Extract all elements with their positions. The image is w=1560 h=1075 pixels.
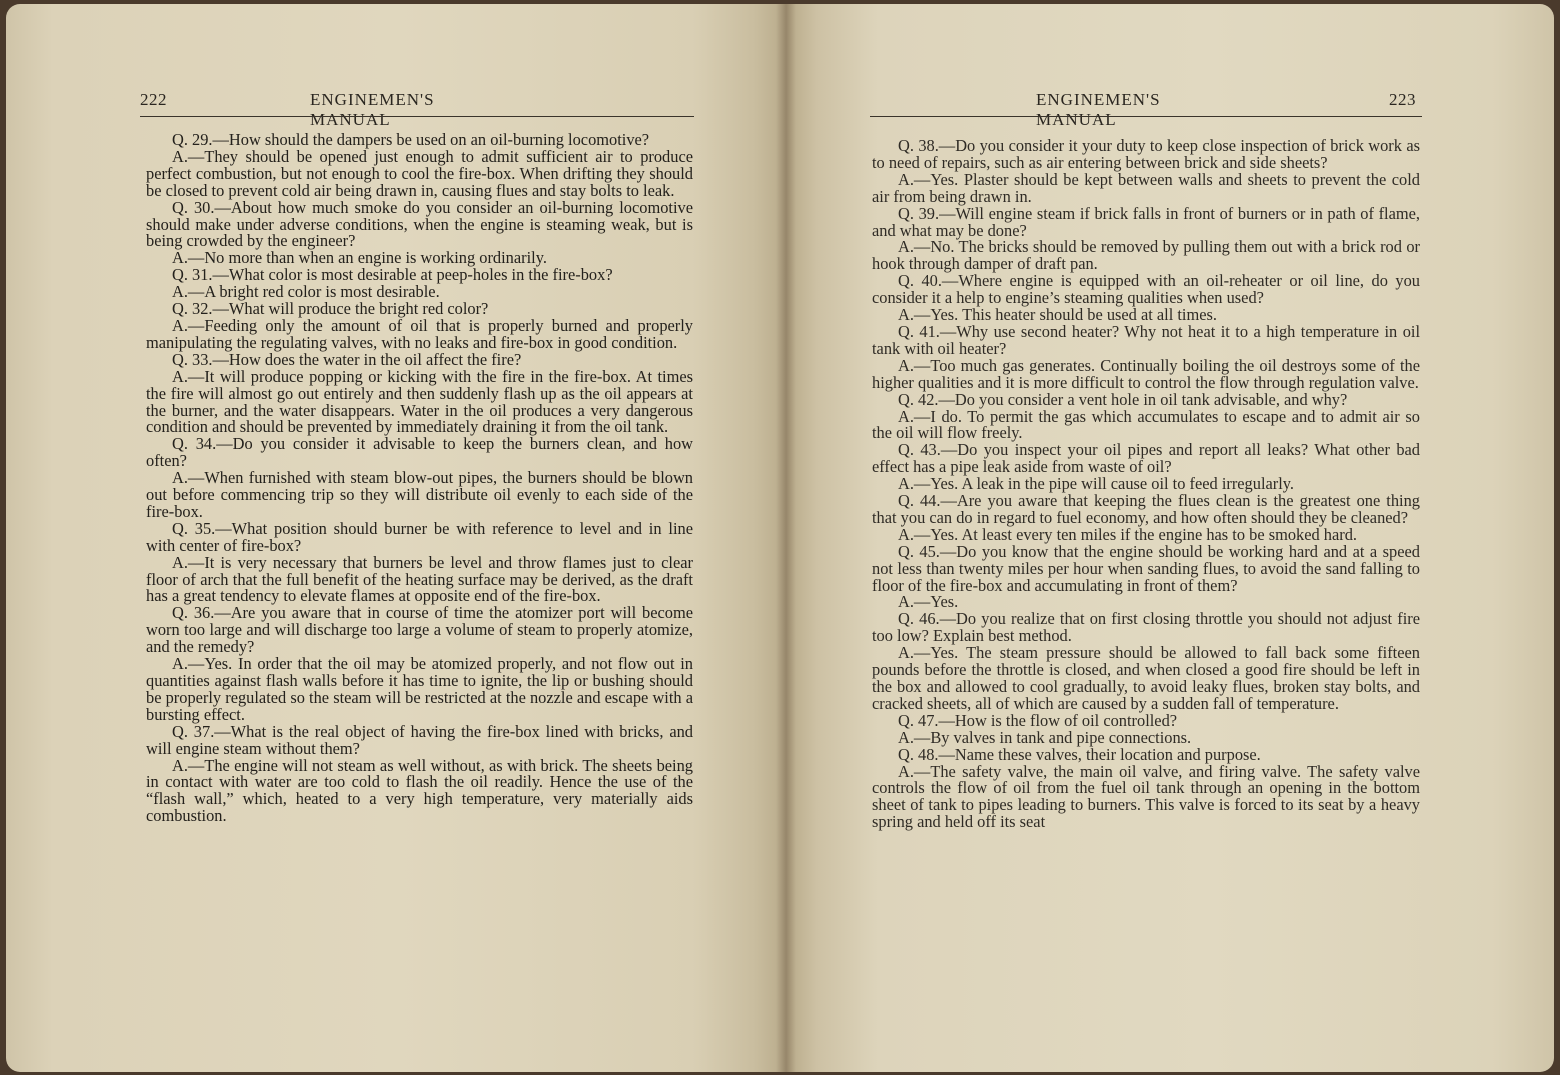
book-gutter [776, 4, 796, 1072]
running-title: ENGINEMEN'S MANUAL [1036, 90, 1161, 129]
paragraph: Q. 40.—Where engine is equipped with an oil-reheater or oil line, do you consider it a help to engine’s steaming qualities when used? [872, 271, 1420, 308]
paragraph: Q. 47.—How is the flow of oil controlled? [898, 710, 1178, 730]
paragraph: Q. 45.—Do you know that the engine should be working hard and at a speed not less than twenty miles per hour when sanding flues, to avoid the sand falling to floor of the fire-box and accumulating in front of them? [872, 541, 1420, 595]
left-page [6, 4, 786, 1072]
paragraph: Q. 30.—About how much smoke do you consider an oil-burning locomotive should make under adverse conditions, when the engine is steaming weak, but is being crowded by the engineer? [146, 197, 693, 251]
right-page [786, 4, 1554, 1072]
paragraph: A.—The engine will not steam as well without, as with brick. The sheets being in contact with water are too cold to flash the oil readily. Hence the use of the “flash wall,” which, heated to a very high temperature, very materially aids combustion. [146, 755, 693, 826]
paragraph: Q. 34.—Do you consider it advisable to keep the burners clean, and how often? [146, 434, 693, 471]
page-number: 222 [140, 90, 167, 109]
paragraph: A.—They should be opened just enough to admit sufficient air to produce perfect combustion, but not enough to cool the fire-box. When drifting they should be closed to prevent cold air being drawn in, causing flues and stay bolts to leak. [146, 146, 693, 200]
paragraph: Q. 32.—What will produce the bright red color? [172, 299, 489, 319]
paragraph: A.—Yes. [898, 592, 959, 612]
paragraph: A.—By valves in tank and pipe connections. [898, 727, 1192, 747]
paragraph: A.—When furnished with steam blow-out pipes, the burners should be blown out before commencing trip so they will distribute oil evenly to each side of the fire-box. [146, 468, 693, 521]
paragraph: Q. 46.—Do you realize that on first closing throttle you should not adjust fire too low? Explain best method. [872, 609, 1420, 646]
header-rule [140, 116, 694, 117]
paragraph: A.—Yes. At least every ten miles if the engine has to be smoked hard. [898, 524, 1358, 544]
paragraph: Q. 39.—Will engine steam if brick falls in front of burners or in path of flame, and what may be done? [872, 203, 1420, 240]
paragraph: A.—Yes. This heater should be used at all times. [898, 305, 1217, 325]
paragraph: Q. 36.—Are you aware that in course of time the atomizer port will become worn too large and will discharge too large a volume of steam to properly atomize, and the remedy? [146, 603, 693, 657]
paragraph: Q. 43.—Do you inspect your oil pipes and report all leaks? What other bad effect has a pipe leak aside from waste of oil? [872, 440, 1420, 477]
paragraph: A.—Yes. Plaster should be kept between walls and sheets to prevent the cold air from being drawn in. [872, 169, 1420, 206]
paragraph: A.—It is very necessary that burners be level and throw flames just to clear floor of arch that the full benefit of the heating surface may be derived, as the draft has a great tendency to elevate flames at opposite end of the fire-box. [146, 552, 693, 606]
paragraph: Q. 29.—How should the dampers be used on an oil-burning locomotive? [172, 130, 650, 149]
paragraph: A.—No more than when an engine is working ordinarily. [172, 248, 547, 268]
header-rule [870, 116, 1422, 117]
paragraph: A.—The safety valve, the main oil valve, and firing valve. The safety valve controls the flow of oil from the fuel oil tank through an opening in the bottom sheet of tank to pipes leading to burners. This valve is forced to its seat by a heavy spring and held off its seat [872, 761, 1420, 832]
paragraph: Q. 42.—Do you consider a vent hole in oil tank advisable, and why? [898, 389, 1348, 409]
paragraph: A.—Yes. A leak in the pipe will cause oil to feed irregularly. [898, 474, 1295, 494]
paragraph: A.—Yes. In order that the oil may be atomized properly, and not flow out in quantities against flash walls before it has time to ignite, the lip or bushing should be properly regulated so the steam will be restricted at the nozzle and escape with a bursting effect. [146, 654, 693, 724]
paragraph: A.—No. The bricks should be removed by pulling them out with a brick rod or hook through damper of draft pan. [872, 237, 1420, 274]
paragraph: Q. 31.—What color is most desirable at peep-holes in the fire-box? [172, 265, 613, 285]
paragraph: A.—Feeding only the amount of oil that is properly burned and properly manipulating the regulating valves, with no leaks and fire-box in good condition. [146, 315, 693, 352]
paragraph: A.—Too much gas generates. Continually boiling the oil destroys some of the higher qualities and it is more difficult to control the flow through regulation valve. [872, 355, 1420, 392]
paragraph: Q. 48.—Name these valves, their location and purpose. [898, 744, 1261, 764]
left-page-text [146, 132, 693, 825]
paragraph: Q. 37.—What is the real object of having the fire-box lined with bricks, and will engine steam without them? [146, 721, 693, 758]
page-number: 223 [1389, 90, 1416, 109]
paragraph: Q. 33.—How does the water in the oil affect the fire? [172, 349, 522, 369]
paragraph: A.—A bright red color is most desirable. [172, 282, 440, 302]
paragraph: Q. 35.—What position should burner be with reference to level and in line with center of fire-box? [146, 518, 693, 555]
paragraph: Q. 38.—Do you consider it your duty to keep close inspection of brick work as to need of repairs, such as air entering between brick and side sheets? [872, 136, 1420, 172]
paragraph: A.—I do. To permit the gas which accumulates to escape and to admit air so the oil will flow freely. [872, 406, 1420, 443]
right-page-text [872, 138, 1420, 831]
paragraph: A.—Yes. The steam pressure should be allowed to fall back some fifteen pounds before the throttle is closed, and when closed a good fire should be left in the box and allowed to cool gradually, to avoid leaky flues, broken stay bolts, and cracked sheets, all of which are caused by a sudden fall of temperature. [872, 643, 1420, 713]
paragraph: Q. 41.—Why use second heater? Why not heat it to a high temperature in oil tank with oil heater? [872, 321, 1420, 358]
running-title: ENGINEMEN'S MANUAL [310, 90, 435, 129]
paragraph: Q. 44.—Are you aware that keeping the flues clean is the greatest one thing that you can do in regard to fuel economy, and how often should they be cleaned? [872, 491, 1420, 527]
paragraph: A.—It will produce popping or kicking with the fire in the fire-box. At times the fire will almost go out entirely and then suddenly flash up as the oil appears at the burner, and the water disappears. Water in the oil produces a very dangerous condition and should be prevented by immediately draining it from the oil tank. [146, 366, 693, 437]
